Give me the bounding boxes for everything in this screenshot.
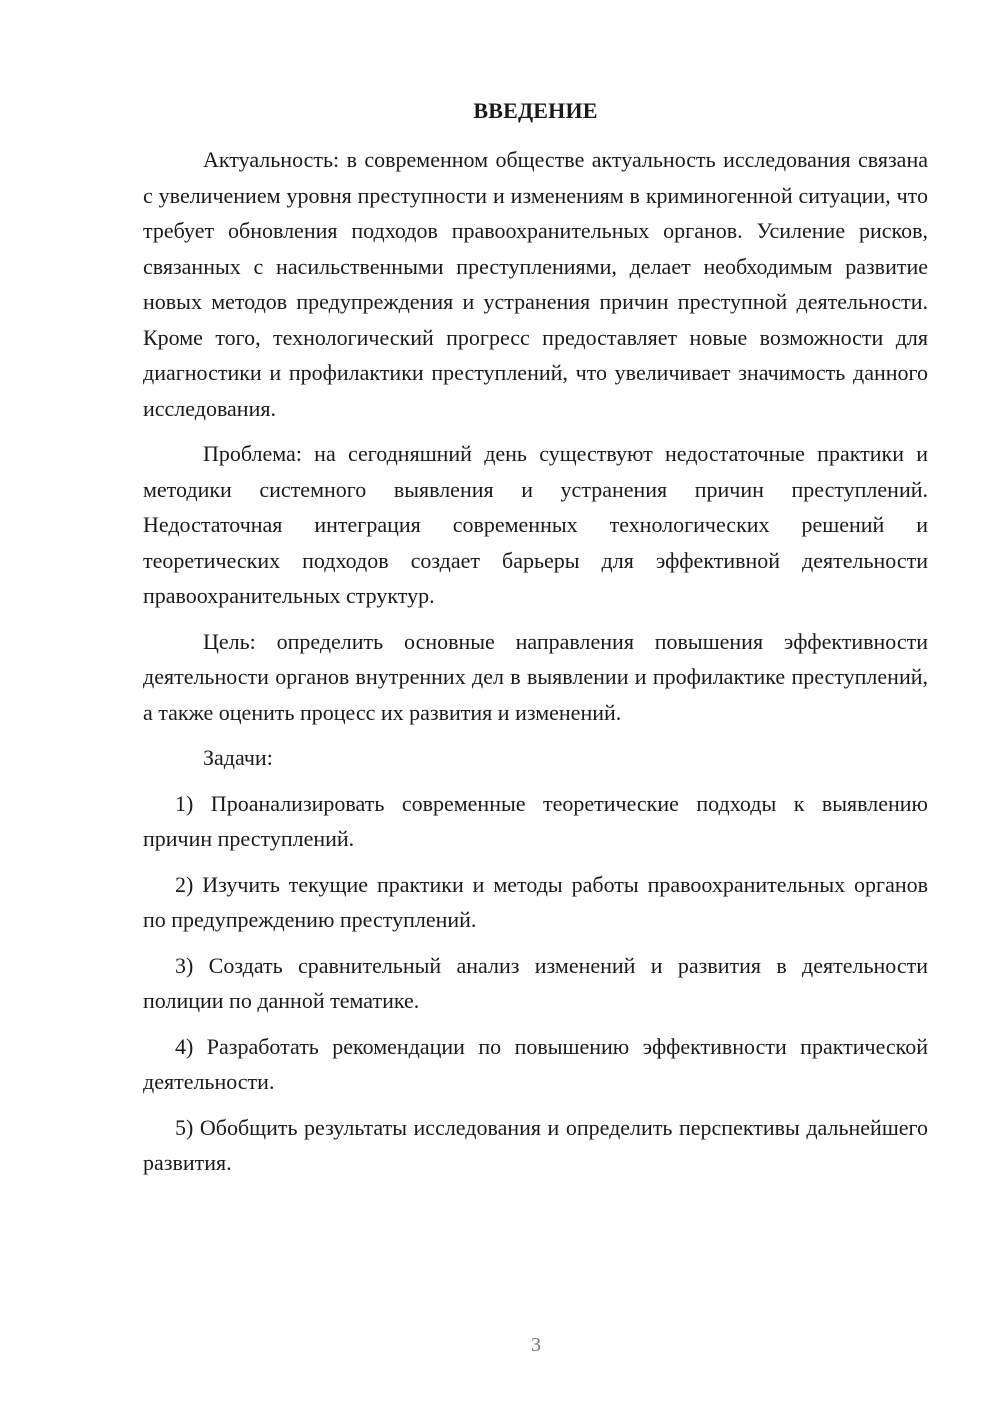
paragraph-goal: Цель: определить основные направления повышения эффективности деятельности органов внутренних дел в выявлении и профилактике преступлений, а также оценить процесс их развития и изменений. (143, 628, 928, 725)
list-item: 2) Изучить текущие практики и методы работы правоохранительных органов по предупреждению преступлений. (143, 871, 928, 932)
list-item: 4) Разработать рекомендации по повышению эффективности практической деятельности. (143, 1033, 928, 1094)
paragraph-tasks-heading: Задачи: (203, 745, 273, 770)
tasks-list (143, 786, 928, 1181)
list-item: 1) Проанализировать современные теоретические подходы к выявлению причин преступлений. (143, 790, 928, 851)
document-page (143, 96, 928, 1191)
page-number: 3 (531, 1334, 541, 1356)
page-title: ВВЕДЕНИЕ (473, 98, 598, 123)
list-item: 3) Создать сравнительный анализ изменений и развития в деятельности полиции по данной тематике. (143, 952, 928, 1013)
list-item: 5) Обобщить результаты исследования и определить перспективы дальнейшего развития. (143, 1114, 928, 1175)
paragraph-problem: Проблема: на сегодняшний день существуют недостаточные практики и методики системного выявления и устранения причин преступлений. Недостаточная интеграция современных технологических решений и теоретических подходов создает барьеры для эффективной деятельности правоохранительных структур. (143, 441, 928, 608)
paragraph-relevance: Актуальность: в современном обществе актуальность исследования связана с увеличением уровня преступности и изменениям в криминогенной ситуации, что требует обновления подходов правоохранительных органов. Усиление рисков, связанных с насильственными преступлениями, делает необходимым развитие новых методов предупреждения и устранения причин преступной деятельности. Кроме того, технологический прогресс предоставляет новые возможности для диагностики и профилактики преступлений, что увеличивает значимость данного исследования. (143, 147, 928, 421)
